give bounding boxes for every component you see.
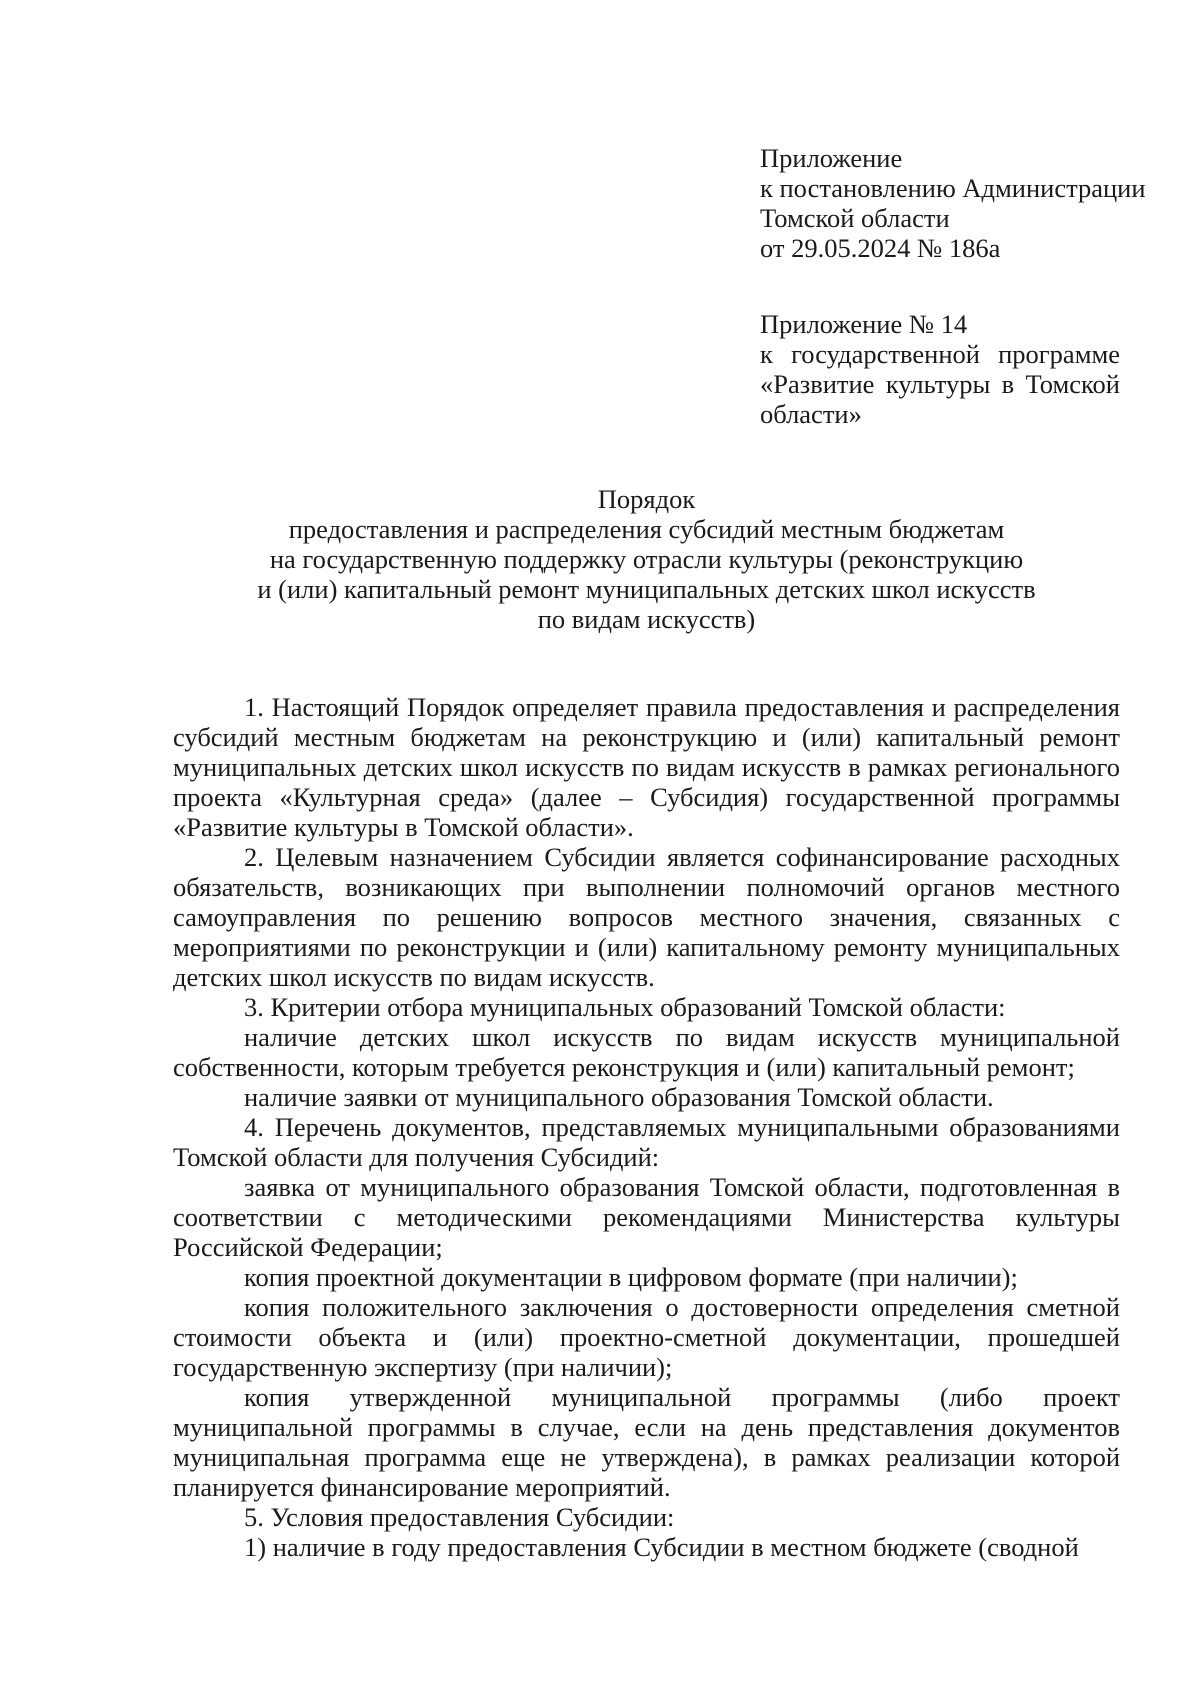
title-line-2: предоставления и распределения субсидий местным бюджетам <box>288 514 1005 544</box>
paragraph-12: 1) наличие в году предоставления Субсидии в местном бюджете (сводной <box>244 1532 1079 1562</box>
attachment-1-line-2: к постановлению Администрации <box>760 173 1146 203</box>
paragraph-6: 4. Перечень документов, представляемых муниципальными образованиями Томской области для получения Субсидий: <box>173 1112 1120 1172</box>
attachment-1-line-4: от 29.05.2024 № 186а <box>760 233 1001 263</box>
attachment-2-line-1: Приложение № 14 <box>760 309 968 339</box>
paragraph-1: 1. Настоящий Порядок определяет правила предоставления и распределения субсидий местным бюджетам на реконструкцию и (или) капитальный ремонт муниципальных детских школ искусств по видам искусств в рамках регионального проекта «Культурная среда» (далее – Субсидия) государственной программы «Развитие культуры в Томской области». <box>173 692 1120 842</box>
paragraph-2: 2. Целевым назначением Субсидии является софинансирование расходных обязательств, возникающих при выполнении полномочий органов местного самоуправления по решению вопросов местного значения, связанных с мероприятиями по реконструкции и (или) капитальному ремонту муниципальных детских школ искусств по видам искусств. <box>173 842 1120 992</box>
attachment-header-2 <box>760 309 1120 429</box>
paragraph-11: 5. Условия предоставления Субсидии: <box>244 1502 675 1532</box>
paragraph-8: копия проектной документации в цифровом формате (при наличии); <box>244 1262 1018 1292</box>
paragraph-5: наличие заявки от муниципального образования Томской области. <box>244 1082 994 1112</box>
paragraph-7: заявка от муниципального образования Томской области, подготовленная в соответствии с методическими рекомендациями Министерства культуры Российской Федерации; <box>173 1172 1120 1262</box>
title-line-5: по видам искусств) <box>537 604 756 634</box>
attachment-header-1 <box>760 143 1146 263</box>
paragraph-9: копия положительного заключения о достоверности определения сметной стоимости объекта и (или) проектно-сметной документации, прошедшей государственную экспертизу (при наличии); <box>173 1292 1120 1382</box>
attachment-2-line-3: «Развитие культуры в Томской <box>760 369 1120 399</box>
paragraph-4: наличие детских школ искусств по видам искусств муниципальной собственности, которым требуется реконструкция и (или) капитальный ремонт; <box>173 1022 1120 1082</box>
title-line-1: Порядок <box>597 484 696 514</box>
document-title <box>173 484 1120 634</box>
attachment-2-line-4: области» <box>760 399 862 429</box>
paragraph-3: 3. Критерии отбора муниципальных образований Томской области: <box>244 992 1006 1022</box>
document-body <box>173 692 1120 1562</box>
title-line-4: и (или) капитальный ремонт муниципальных детских школ искусств <box>257 574 1036 604</box>
title-line-3: на государственную поддержку отрасли культуры (реконструкцию <box>269 544 1024 574</box>
attachment-1-line-1: Приложение <box>760 143 903 173</box>
attachment-2-line-2: к государственной программе <box>760 339 1120 369</box>
attachment-1-line-3: Томской области <box>760 203 950 233</box>
paragraph-10: копия утвержденной муниципальной программы (либо проект муниципальной программы в случае, если на день представления документов муниципальная программа еще не утверждена), в рамках реализации которой планируется финансирование мероприятий. <box>173 1382 1120 1502</box>
